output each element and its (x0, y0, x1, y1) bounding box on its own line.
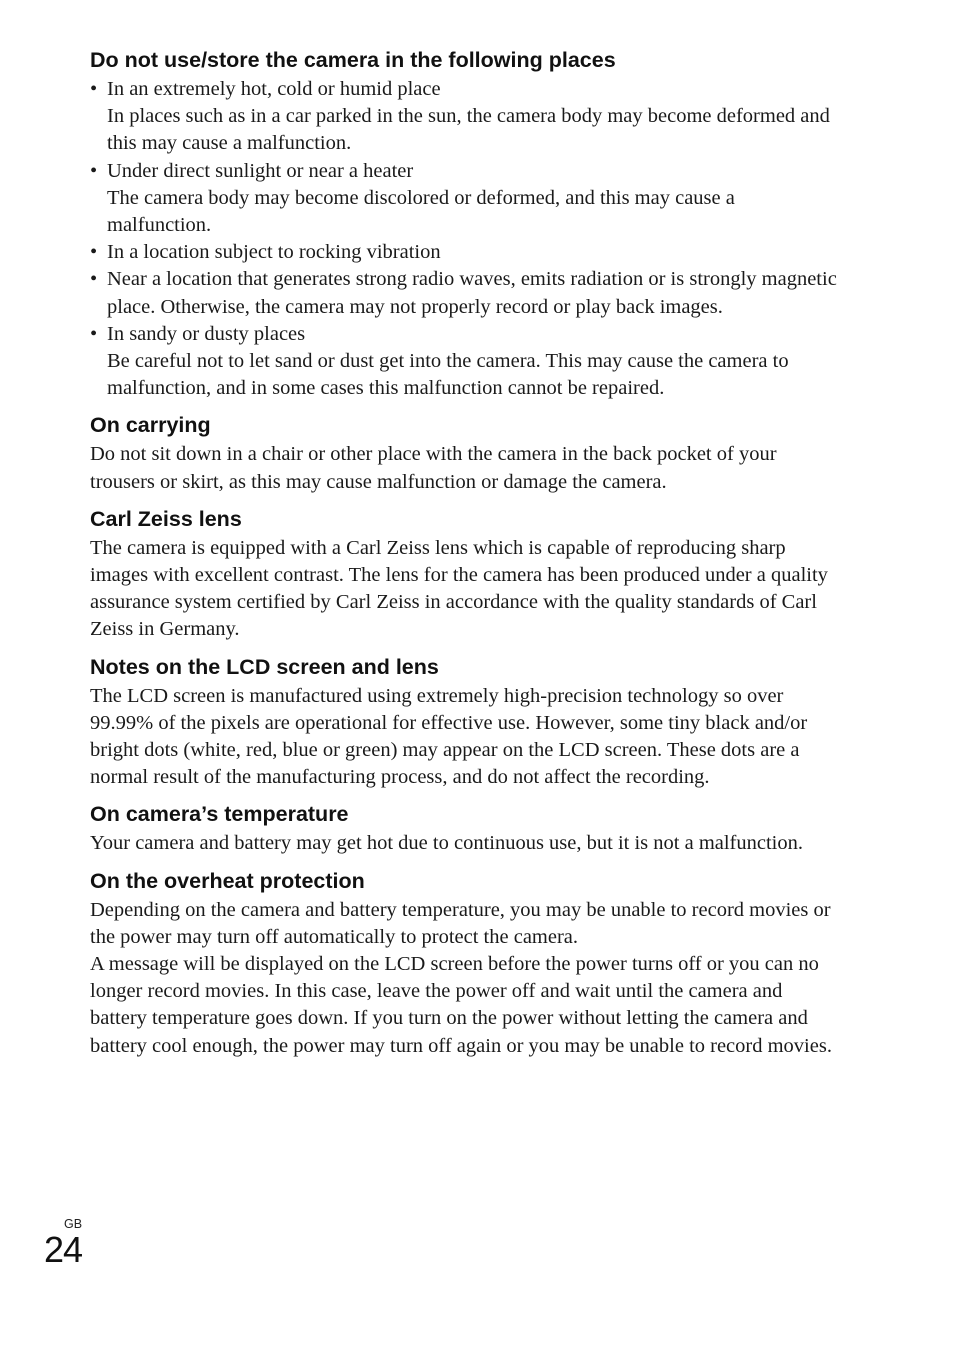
manual-page-content (90, 47, 842, 1060)
list-item (90, 239, 842, 266)
section-paragraph: Depending on the camera and battery temperature, you may be unable to record movies or the power may turn off automatically to protect the camera. (90, 898, 831, 948)
section-overheat-protection (90, 868, 842, 1060)
region-code: GB (64, 1217, 83, 1231)
section-paragraph: The camera is equipped with a Carl Zeiss lens which is capable of reproducing sharp images with excellent contrast. The lens for the camera has been produced under a quality assurance system certified by Carl Zeiss in accordance with the quality standards of Carl Zeiss in Germany. (90, 536, 828, 641)
list-item (90, 266, 842, 320)
list-item (90, 321, 842, 403)
section-paragraph: Do not sit down in a chair or other place with the camera in the back pocket of your trousers or skirt, as this may cause malfunction or damage the camera. (90, 443, 777, 493)
section-on-carrying (90, 412, 842, 495)
section-paragraph: A message will be displayed on the LCD screen before the power turns off or you can no longer record movies. In this case, leave the power off and wait until the camera and battery temperature goes down. If you turn on the power without letting the camera and battery cool enough, the power may turn off again or you may be unable to record movies. (90, 953, 832, 1057)
list-item (90, 158, 842, 240)
section-heading: On carrying (90, 413, 211, 438)
section-heading: Do not use/store the camera in the following places (90, 48, 616, 72)
page-footer (44, 1217, 82, 1269)
bullet-detail: The camera body may become discolored or deformed, and this may cause a malfunction. (107, 186, 735, 237)
section-heading: Carl Zeiss lens (90, 506, 242, 531)
section-heading: On camera’s temperature (90, 802, 349, 827)
section-paragraph: Your camera and battery may get hot due to continuous use, but it is not a malfunction. (90, 832, 803, 855)
section-carl-zeiss-lens (90, 506, 842, 644)
bullet-detail: In places such as in a car parked in the sun, the camera body may become deformed and this may cause a malfunction. (107, 105, 830, 155)
bullet-list (90, 76, 842, 402)
section-paragraph: The LCD screen is manufactured using extremely high-precision technology so over 99.99% of the pixels are operational for effective use. However, some tiny black and/or bright dots (white, red, blue or green) may appear on the LCD screen. These dots are a normal result of the manufacturing process, and do not affect the recording. (90, 684, 808, 789)
section-storage-places (90, 47, 842, 402)
bullet-detail: Be careful not to let sand or dust get into the camera. This may cause the camera to malfunction, and in some cases this malfunction cannot be repaired. (107, 350, 789, 400)
page-number: 24 (44, 1229, 83, 1270)
list-item (90, 76, 842, 158)
bullet-title: • Under direct sunlight or near a heater (107, 159, 414, 182)
section-camera-temperature (90, 801, 842, 857)
bullet-title: • In sandy or dusty places (107, 322, 306, 345)
section-lcd-screen-notes (90, 654, 842, 792)
section-heading: Notes on the LCD screen and lens (90, 654, 439, 679)
bullet-title: • Near a location that generates strong radio waves, emits radiation or is strongly magnetic place. Otherwise, the camera may not properly record or play back images. (107, 268, 837, 318)
bullet-title: • In a location subject to rocking vibration (107, 241, 441, 264)
bullet-title: • In an extremely hot, cold or humid place (107, 78, 441, 100)
section-heading: On the overheat protection (90, 868, 365, 893)
